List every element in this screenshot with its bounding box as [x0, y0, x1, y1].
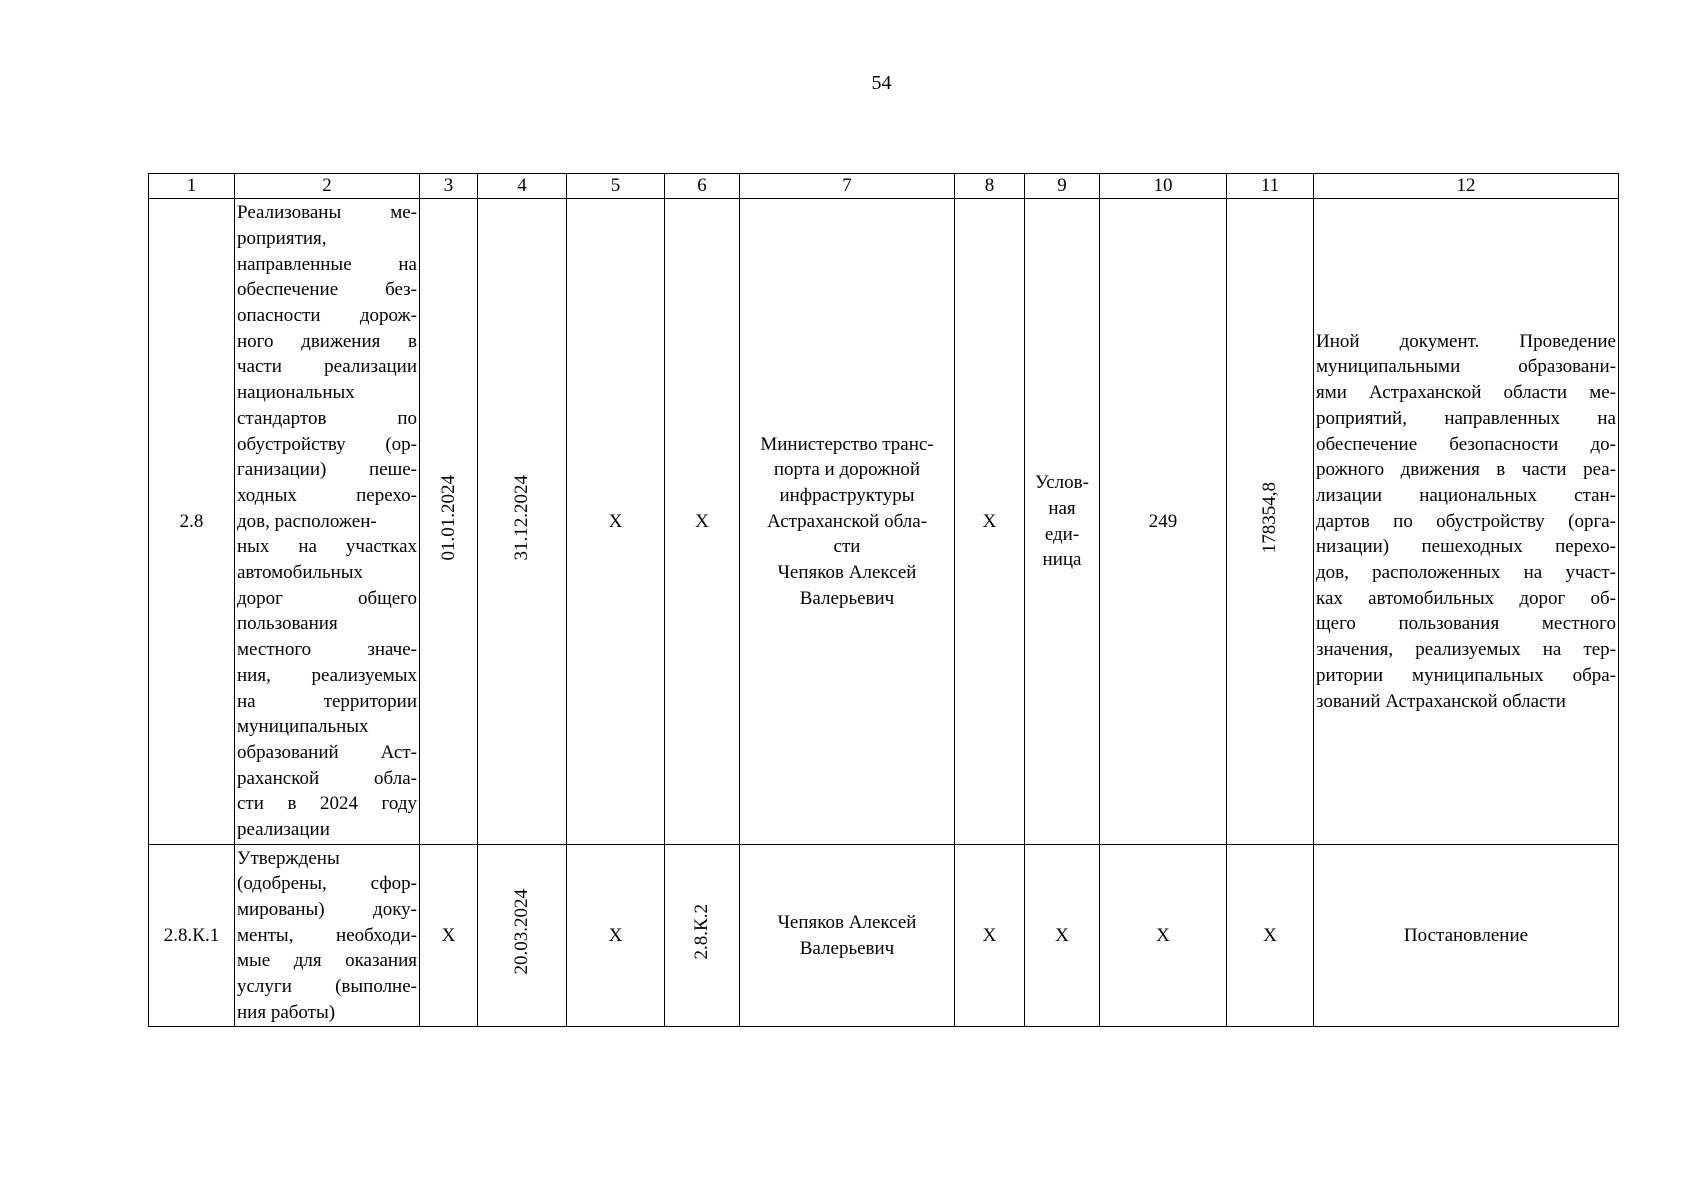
cell-5: X: [567, 845, 665, 1027]
unit-cell: [1025, 199, 1100, 845]
cell-10: X: [1100, 845, 1227, 1027]
text-line: мированы) доку-: [237, 898, 417, 920]
text-line: Министерство транс-: [760, 433, 934, 455]
text-line: обеспечение без-: [237, 279, 417, 301]
header-cell: 4: [478, 174, 567, 199]
cell-8: X: [955, 845, 1025, 1027]
text-line: автомобильных: [237, 562, 364, 584]
text-line: местного значе-: [237, 639, 417, 661]
header-cell: 6: [665, 174, 740, 199]
text-line: обеспечение безопасности до-: [1316, 433, 1616, 455]
text-line: муниципальными образовани-: [1316, 356, 1616, 378]
text-line: роприятий, направленных на: [1316, 407, 1616, 429]
responsible-cell: [740, 845, 955, 1027]
text-line: пользования: [237, 613, 338, 635]
text-line: ного движения в: [237, 330, 417, 352]
text-line: дорог общего: [237, 587, 417, 609]
text-line: части реализации: [237, 356, 417, 378]
document-cell: [1314, 199, 1619, 845]
text-line: ных на участках: [237, 536, 417, 558]
text-line: рожного движения в части реа-: [1316, 459, 1616, 481]
text-line: (одобрены, сфор-: [237, 873, 417, 895]
header-row: [149, 174, 1619, 199]
text-line: направленные на: [237, 253, 417, 275]
text-line: раханской обла-: [237, 767, 417, 789]
text-line: ния, реализуемых: [237, 664, 417, 686]
text-line: Утверждены: [237, 847, 340, 869]
page-number: 54: [871, 72, 892, 94]
text-line: порта и дорожной: [773, 459, 921, 481]
header-cell: 9: [1025, 174, 1100, 199]
linked-item: 2.8.К.2: [691, 903, 713, 960]
text-line: обустройству (ор-: [237, 433, 417, 455]
start-date: 01.01.2024: [437, 474, 459, 561]
text-line: зований Астраханской области: [1316, 690, 1566, 712]
text-line: сти: [833, 536, 861, 558]
header-cell: 11: [1227, 174, 1314, 199]
text-line: ках автомобильных дорог об-: [1316, 587, 1616, 609]
text-line: стандартов по: [237, 407, 417, 429]
text-line: значения, реализуемых на тер-: [1316, 639, 1616, 661]
cell-6: X: [665, 199, 740, 845]
text-line: Валерьевич: [799, 937, 895, 959]
text-line: Астраханской обла-: [766, 510, 928, 532]
text-line: дов, расположен-: [237, 510, 377, 532]
text-line: ганизации) пеше-: [237, 459, 417, 481]
date: 20.03.2024: [511, 888, 533, 975]
row-number-cell: 2.8: [149, 199, 235, 845]
cell-8: X: [955, 199, 1025, 845]
text-line: ния работы): [237, 1001, 336, 1023]
header-cell: 3: [420, 174, 478, 199]
amount: 178354,8: [1259, 482, 1281, 554]
text-line: лизации национальных стан-: [1316, 484, 1616, 506]
description-cell: [235, 199, 420, 845]
link-cell: [665, 845, 740, 1027]
text-line: ритории муниципальных обра-: [1316, 664, 1616, 686]
text-line: Чепяков Алексей: [777, 911, 917, 933]
text-line: Чепяков Алексей: [777, 562, 917, 584]
header-cell: 12: [1314, 174, 1619, 199]
cell-5: X: [567, 199, 665, 845]
text-line: Валерьевич: [799, 587, 895, 609]
text-line: еди-: [1044, 523, 1080, 545]
table-row: [149, 199, 1619, 845]
cell-9: X: [1025, 845, 1100, 1027]
text-line: на территории: [237, 690, 417, 712]
text-line: дартов по обустройству (орга-: [1316, 510, 1616, 532]
cell-11: X: [1227, 845, 1314, 1027]
text-line: образований Аст-: [237, 741, 417, 763]
text-line: Услов-: [1035, 472, 1089, 494]
start-date-cell: [420, 199, 478, 845]
cell-3: X: [420, 845, 478, 1027]
header-cell: 8: [955, 174, 1025, 199]
data-table: [148, 173, 1619, 1027]
end-date: 31.12.2024: [511, 474, 533, 561]
table-row: [149, 845, 1619, 1027]
text-line: Реализованы ме-: [237, 202, 417, 224]
document-cell: Постановление: [1314, 845, 1619, 1027]
text-line: ями Астраханской области ме-: [1316, 382, 1616, 404]
text-line: менты, необходи-: [237, 924, 417, 946]
text-line: услуги (выполне-: [237, 976, 417, 998]
text-line: низации) пешеходных перехо-: [1316, 536, 1616, 558]
header-cell: 5: [567, 174, 665, 199]
amount-cell: [1227, 199, 1314, 845]
text-line: муниципальных: [237, 716, 369, 738]
text-line: дов, расположенных на участ-: [1316, 562, 1616, 584]
end-date-cell: [478, 199, 567, 845]
text-line: ная: [1048, 497, 1076, 519]
quantity-cell: 249: [1100, 199, 1227, 845]
description-cell: [235, 845, 420, 1027]
text-line: роприятия,: [237, 227, 327, 249]
text-line: ходных перехо-: [237, 484, 417, 506]
text-line: Иной документ. Проведение: [1316, 330, 1616, 352]
text-line: сти в 2024 году: [237, 793, 417, 815]
row-number-cell: 2.8.К.1: [149, 845, 235, 1027]
text-line: щего пользования местного: [1316, 613, 1616, 635]
text-line: опасности дорож-: [237, 305, 417, 327]
header-cell: 10: [1100, 174, 1227, 199]
header-cell: 7: [740, 174, 955, 199]
text-line: национальных: [237, 382, 355, 404]
header-cell: 1: [149, 174, 235, 199]
text-line: мые для оказания: [237, 950, 417, 972]
date-cell: [478, 845, 567, 1027]
text-line: реализации: [237, 819, 330, 841]
header-cell: 2: [235, 174, 420, 199]
responsible-cell: [740, 199, 955, 845]
text-line: ница: [1042, 549, 1082, 571]
text-line: инфраструктуры: [779, 484, 915, 506]
